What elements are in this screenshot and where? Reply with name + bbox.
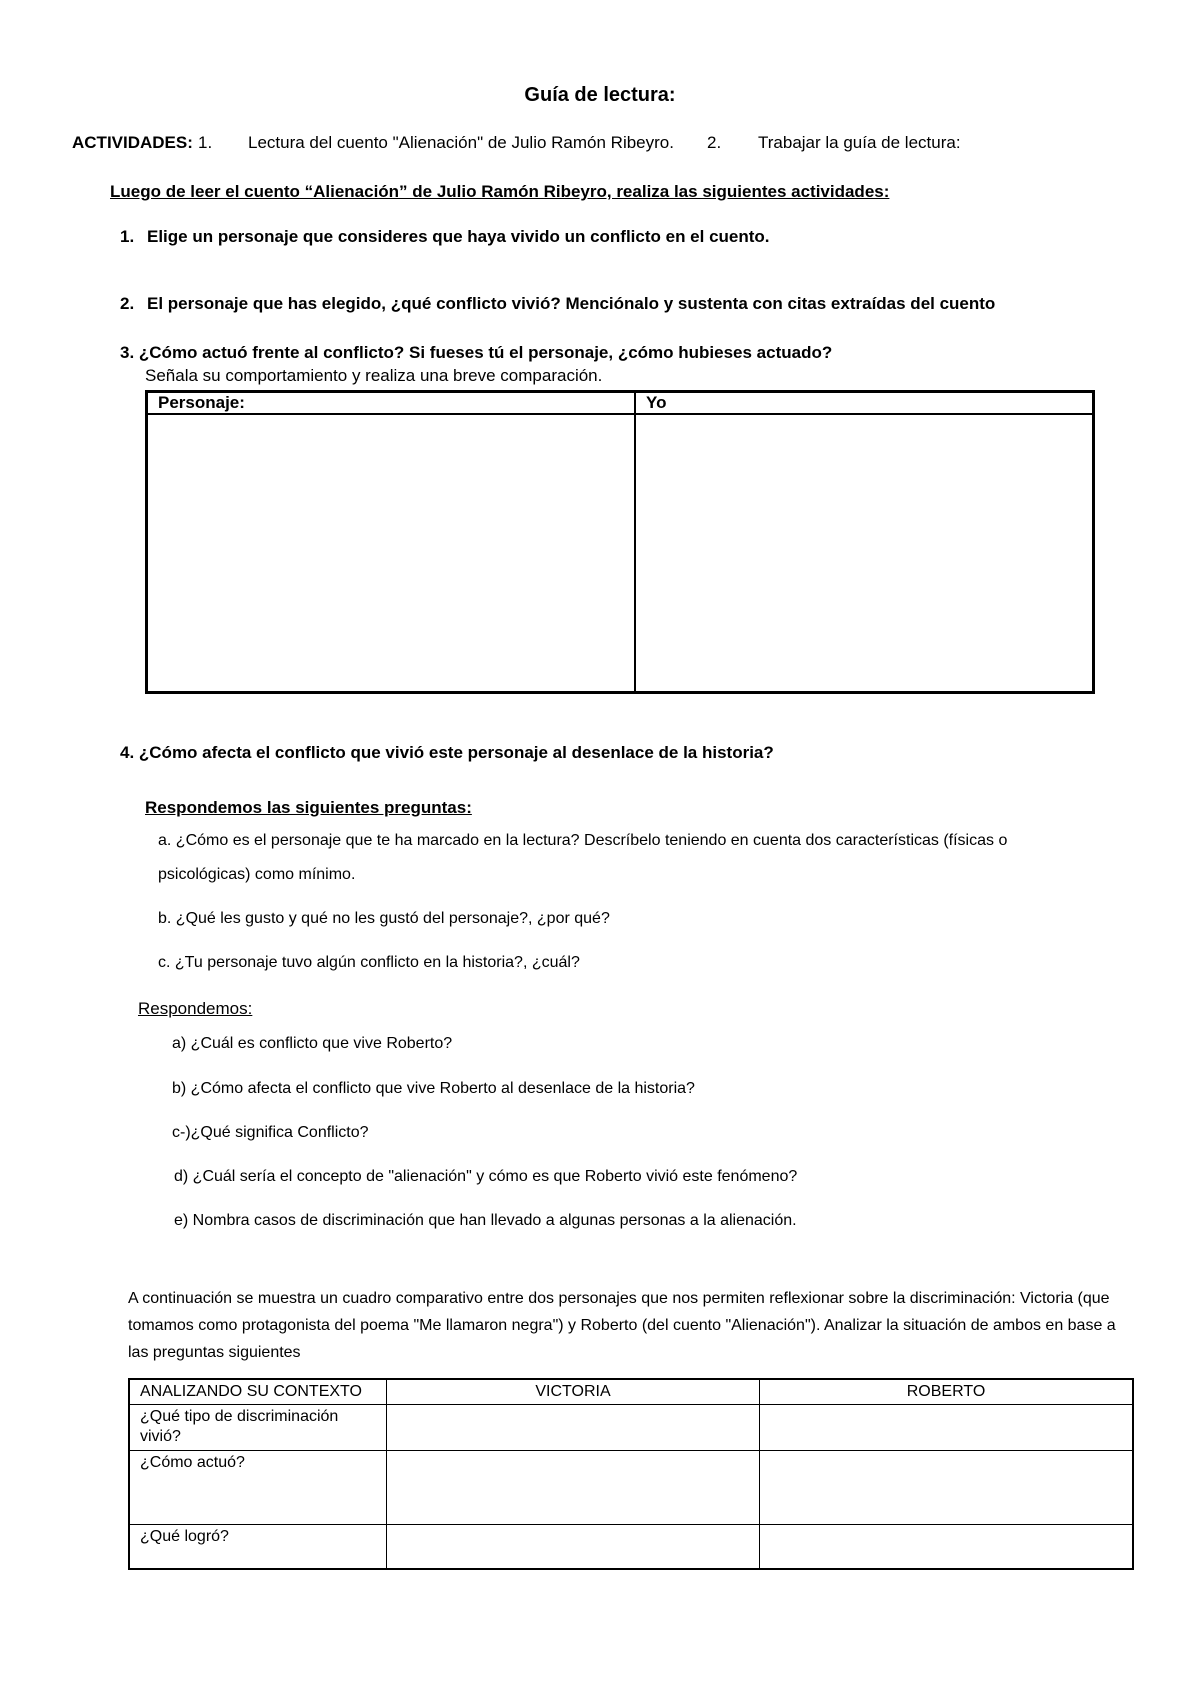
section-1-question-a-line1: a. ¿Cómo es el personaje que te ha marcado en la lectura? Descríbelo teniendo en cuenta dos características (físicas o (158, 832, 1008, 849)
instruction-heading: Luego de leer el cuento “Alienación” de Julio Ramón Ribeyro, realiza las siguientes actividades: (110, 182, 890, 201)
section-2-question-a: a) ¿Cuál es conflicto que vive Roberto? (172, 1035, 453, 1052)
section-2-question-d: d) ¿Cuál sería el concepto de "alienación" y cómo es que Roberto vivió este fenómeno? (174, 1168, 798, 1185)
context-header-victoria: VICTORIA (387, 1379, 760, 1405)
context-row-label: ¿Qué tipo de discriminación vivió? (129, 1405, 387, 1451)
context-cell-victoria[interactable] (387, 1405, 760, 1451)
comparison-header-personaje: Personaje: (147, 392, 636, 415)
context-header-analizando: ANALIZANDO SU CONTEXTO (129, 1379, 387, 1405)
context-cell-roberto[interactable] (760, 1451, 1134, 1525)
context-row-label: ¿Qué logró? (129, 1525, 387, 1569)
activity-number-1: 1. (198, 133, 213, 152)
activities-label: ACTIVIDADES: (72, 133, 193, 152)
context-cell-roberto[interactable] (760, 1405, 1134, 1451)
context-cell-victoria[interactable] (387, 1525, 760, 1569)
intro-paragraph: A continuación se muestra un cuadro comparativo entre dos personajes que nos permiten reflexionar sobre la discriminación: Victoria (que tomamos como protagonista del poema "Me llamaron negra") y Roberto (del cuento "Alienación"). Analizar la situación de ambos en base a las preguntas siguientes (128, 1290, 1116, 1361)
context-cell-roberto[interactable] (760, 1525, 1134, 1569)
question-1: Elige un personaje que consideres que haya vivido un conflicto en el cuento. (147, 227, 770, 246)
page-title: Guía de lectura: (524, 84, 676, 106)
section-2-question-b: b) ¿Cómo afecta el conflicto que vive Roberto al desenlace de la historia? (172, 1080, 695, 1097)
question-1-number: 1. (120, 227, 135, 246)
question-2-number: 2. (120, 294, 135, 313)
question-4: 4. ¿Cómo afecta el conflicto que vivió este personaje al desenlace de la historia? (120, 743, 774, 762)
section-1-question-a-line2: psicológicas) como mínimo. (158, 866, 356, 883)
section-1-heading: Respondemos las siguientes preguntas: (145, 798, 472, 817)
question-2: El personaje que has elegido, ¿qué conflicto vivió? Menciónalo y sustenta con citas extraídas del cuento (147, 294, 996, 313)
comparison-cell-yo[interactable] (635, 414, 1094, 692)
section-1-question-c: c. ¿Tu personaje tuvo algún conflicto en la historia?, ¿cuál? (158, 954, 580, 971)
section-2-question-c: c-)¿Qué significa Conflicto? (172, 1124, 369, 1141)
question-3: 3. ¿Cómo actuó frente al conflicto? Si fueses tú el personaje, ¿cómo hubieses actuado? (120, 343, 833, 362)
comparison-header-yo: Yo (635, 392, 1094, 415)
context-table (128, 1378, 1134, 1570)
question-3-subtext: Señala su comportamiento y realiza una breve comparación. (145, 366, 603, 385)
context-cell-victoria[interactable] (387, 1451, 760, 1525)
comparison-table (145, 390, 1095, 694)
comparison-cell-personaje[interactable] (147, 414, 636, 692)
activity-number-2: 2. (707, 133, 722, 152)
section-2-heading: Respondemos: (138, 999, 253, 1018)
section-1-question-b: b. ¿Qué les gusto y qué no les gustó del personaje?, ¿por qué? (158, 910, 610, 927)
activity-item-2: Trabajar la guía de lectura: (758, 133, 961, 152)
activity-item-1: Lectura del cuento "Alienación" de Julio Ramón Ribeyro. (248, 133, 674, 152)
context-row-label: ¿Cómo actuó? (129, 1451, 387, 1525)
section-2-question-e: e) Nombra casos de discriminación que han llevado a algunas personas a la alienación. (174, 1212, 797, 1229)
context-header-roberto: ROBERTO (760, 1379, 1134, 1405)
